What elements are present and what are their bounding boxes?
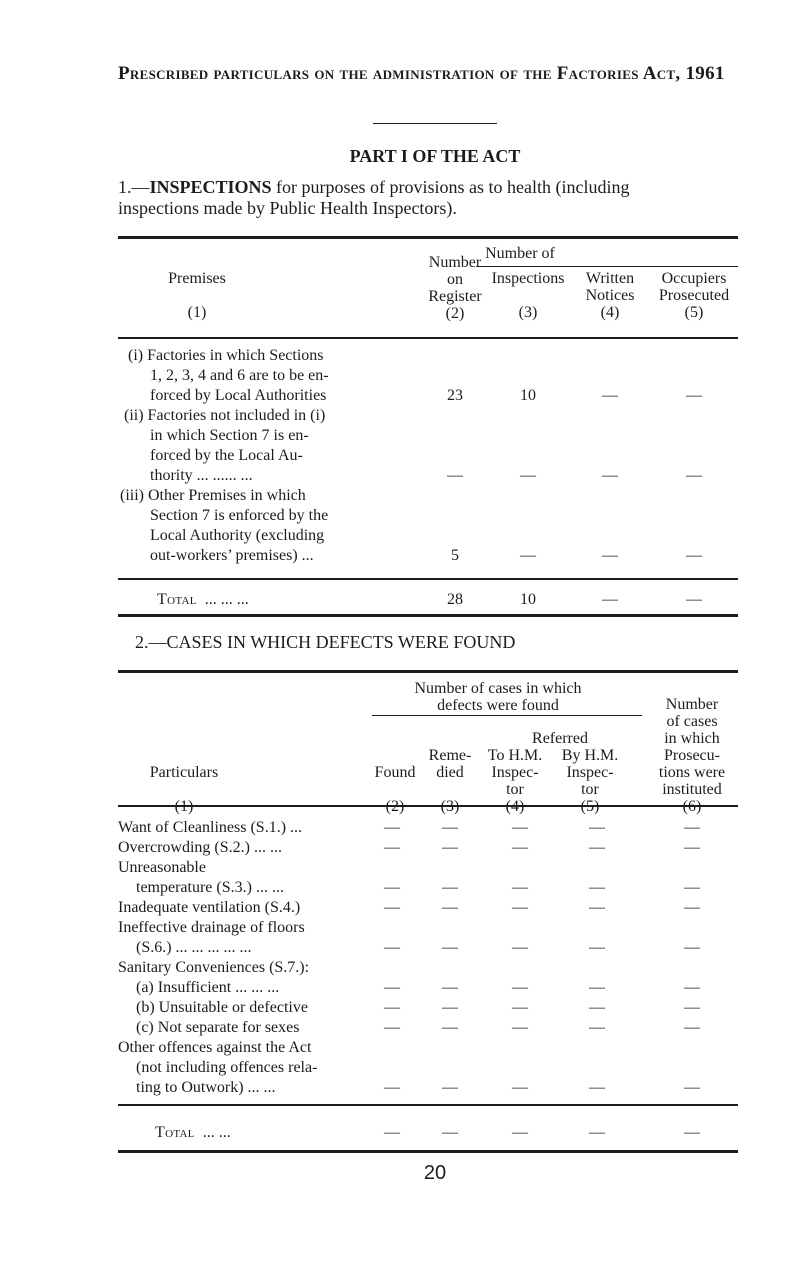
t1-row-2-inspections: —: [520, 467, 536, 484]
t2-row-2-to-hm: —: [512, 839, 528, 856]
t2-row-3-l1: Unreasonable: [118, 859, 206, 876]
t2-row-2-label: Overcrowding (S.2.) ... ...: [118, 839, 282, 856]
t1-register-l2: on: [447, 271, 463, 288]
t2-prosec-l1: Number: [665, 696, 719, 713]
t2-row-4-label: Inadequate ventilation (S.4.): [118, 899, 301, 916]
t2-group-l2: defects were found: [437, 697, 559, 714]
t2-row-1-remedied: —: [442, 819, 458, 836]
t1-notices-l2: Notices: [585, 287, 635, 304]
table1-header-rule: [118, 337, 738, 339]
t1-occupiers-l1: Occupiers: [661, 270, 727, 287]
table1-total-rule: [118, 578, 738, 580]
t1-row-3-notices: —: [602, 547, 618, 564]
t1-row-3-prosecuted: —: [686, 547, 702, 564]
t2-row-10-label: [118, 1038, 317, 1098]
t2-row-8-found: —: [384, 999, 400, 1016]
t1-row-3-l4: out-workers’ premises) ...: [150, 547, 314, 564]
t2-row-3-label: [118, 858, 284, 898]
t1-register-l1: Number: [428, 254, 482, 271]
table2-header-rule: [118, 805, 738, 807]
t1-total-text: Total: [157, 591, 197, 608]
table1-top-rule: [118, 236, 738, 239]
t2-row-7-remedied: —: [442, 979, 458, 996]
t2-row-2-by-hm: —: [589, 839, 605, 856]
t1-register-l3: Register: [428, 288, 482, 305]
t2-prosecutions-header: [637, 696, 747, 815]
section1-heading-rest: for purposes of provisions as to health (including: [271, 177, 630, 197]
t1-row-1-l2: 1, 2, 3, 4 and 6 are to be en-: [150, 367, 329, 384]
t1-premises-header: [157, 270, 237, 321]
t1-row-2-register: —: [447, 467, 463, 484]
t2-row-7-to-hm: —: [512, 979, 528, 996]
t2-row-9-prosec: —: [684, 1019, 700, 1036]
t1-inspections-header: [483, 270, 573, 321]
t2-row-5-l1: Ineffective drainage of floors: [118, 919, 305, 936]
t2-row-5-l2: (S.6.) ... ... ... ... ...: [136, 939, 252, 956]
t1-occupiers-num: (5): [684, 304, 704, 321]
t2-row-3-l2: temperature (S.3.) ... ...: [136, 879, 284, 896]
t2-row-9-label: (c) Not separate for sexes: [136, 1019, 300, 1036]
t2-row-5-label: [118, 918, 305, 958]
page-number: 20: [423, 1162, 447, 1184]
t2-row-4-to-hm: —: [512, 899, 528, 916]
t1-row-1-label: [128, 346, 329, 406]
t2-referred-header: Referred: [532, 730, 588, 747]
t1-inspections-label: Inspections: [491, 270, 565, 287]
t2-row-5-prosec: —: [684, 939, 700, 956]
t2-by-hm-l1: By H.M.: [561, 747, 619, 764]
t1-premises-num: (1): [187, 304, 207, 321]
t2-row-8-by-hm: —: [589, 999, 605, 1016]
t2-total-text: Total: [155, 1124, 195, 1141]
t1-row-2-l1: (ii) Factories not included in (i): [124, 407, 326, 424]
t2-group-underline: [372, 715, 642, 716]
t2-particulars-label: Particulars: [149, 764, 219, 781]
t2-row-7-label: (a) Insufficient ... ... ...: [136, 979, 280, 996]
t2-row-2-remedied: —: [442, 839, 458, 856]
table2-top-rule: [118, 670, 738, 673]
t2-row-3-found: —: [384, 879, 400, 896]
t1-total-notices: —: [602, 591, 618, 608]
t2-by-hm-l2: Inspec-: [566, 764, 614, 781]
t2-prosec-l5: tions were: [658, 764, 726, 781]
t1-row-1-register: 23: [447, 387, 463, 404]
t2-row-10-prosec: —: [684, 1079, 700, 1096]
t1-row-2-l3: forced by the Local Au-: [150, 447, 303, 464]
t2-remedied-l1: Reme-: [428, 747, 472, 764]
t2-row-10-by-hm: —: [589, 1079, 605, 1096]
t2-prosec-l6: instituted: [662, 781, 722, 798]
t2-row-4-prosec: —: [684, 899, 700, 916]
t2-prosec-l3: in which: [664, 730, 720, 747]
t1-row-1-l1: (i) Factories in which Sections: [128, 347, 324, 364]
t2-row-3-to-hm: —: [512, 879, 528, 896]
t2-row-1-prosec: —: [684, 819, 700, 836]
t1-row-3-l2: Section 7 is enforced by the: [150, 507, 329, 524]
t1-total-dots: ... ... ...: [204, 591, 249, 608]
t2-row-4-remedied: —: [442, 899, 458, 916]
table1-bottom-rule: [118, 614, 738, 617]
t2-row-10-l2: (not including offences rela-: [136, 1059, 318, 1076]
t1-inspections-num: (3): [518, 304, 538, 321]
t2-row-5-found: —: [384, 939, 400, 956]
t2-row-8-to-hm: —: [512, 999, 528, 1016]
t2-row-3-remedied: —: [442, 879, 458, 896]
t1-row-2-l4: thority ... ...... ...: [150, 467, 253, 484]
t1-notices-num: (4): [600, 304, 620, 321]
page-header: Prescribed particulars on the administration of the Factories Act, 1961: [118, 63, 725, 84]
t1-total-prosecuted: —: [686, 591, 702, 608]
t2-row-8-prosec: —: [684, 999, 700, 1016]
t2-row-5-to-hm: —: [512, 939, 528, 956]
t2-total-dots: ... ...: [202, 1124, 231, 1141]
t2-found-header: [365, 764, 425, 815]
t2-row-1-by-hm: —: [589, 819, 605, 836]
t2-row-8-label: (b) Unsuitable or defective: [136, 999, 308, 1016]
t2-total-to-hm: —: [512, 1124, 528, 1141]
section1-heading-bold: INSPECTIONS: [149, 177, 272, 197]
t1-row-3-register: 5: [451, 547, 459, 564]
section1-heading-line2: inspections made by Public Health Inspectors).: [118, 198, 457, 218]
t2-row-4-found: —: [384, 899, 400, 916]
t1-notices-l1: Written: [585, 270, 635, 287]
t2-row-2-prosec: —: [684, 839, 700, 856]
table2-total-rule: [118, 1104, 738, 1106]
section2-heading: 2.—CASES IN WHICH DEFECTS WERE FOUND: [135, 632, 516, 652]
t2-row-6-label: Sanitary Conveniences (S.7.):: [118, 959, 310, 976]
t1-row-2-label: [124, 406, 325, 486]
t2-to-hm-l2: Inspec-: [491, 764, 539, 781]
t1-row-2-notices: —: [602, 467, 618, 484]
t1-total-label: [157, 590, 249, 610]
t1-row-1-inspections: 10: [520, 387, 536, 404]
t1-occupiers-header: [646, 270, 742, 321]
t1-premises-label: Premises: [168, 270, 226, 287]
t2-total-label: [155, 1123, 231, 1143]
t1-row-1-prosecuted: —: [686, 387, 702, 404]
t2-remedied-l2: died: [436, 764, 464, 781]
t2-by-hm-l3: tor: [581, 781, 599, 798]
t2-row-7-prosec: —: [684, 979, 700, 996]
t2-row-9-found: —: [384, 1019, 400, 1036]
t2-row-9-remedied: —: [442, 1019, 458, 1036]
t1-row-2-l2: in which Section 7 is en-: [150, 427, 309, 444]
t2-row-5-by-hm: —: [589, 939, 605, 956]
t1-row-2-prosecuted: —: [686, 467, 702, 484]
t2-row-9-by-hm: —: [589, 1019, 605, 1036]
t2-row-2-found: —: [384, 839, 400, 856]
t2-total-prosec: —: [684, 1124, 700, 1141]
t1-register-num: (2): [445, 305, 465, 322]
t2-found-label: Found: [374, 764, 416, 781]
t2-row-1-found: —: [384, 819, 400, 836]
t2-prosec-l4: Prosecu-: [664, 747, 720, 764]
t2-row-10-remedied: —: [442, 1079, 458, 1096]
t2-row-7-found: —: [384, 979, 400, 996]
t2-particulars-header: [139, 764, 229, 815]
t2-row-10-found: —: [384, 1079, 400, 1096]
t2-row-10-l3: ting to Outwork) ... ...: [136, 1079, 276, 1096]
t2-prosec-l2: of cases: [666, 713, 718, 730]
t2-total-by-hm: —: [589, 1124, 605, 1141]
t2-row-4-by-hm: —: [589, 899, 605, 916]
t1-number-of-underline: [476, 266, 738, 267]
t2-row-9-to-hm: —: [512, 1019, 528, 1036]
part-title: PART I OF THE ACT: [349, 146, 521, 166]
section1-heading: [118, 177, 630, 219]
t1-row-3-label: [120, 486, 328, 566]
t1-total-inspections: 10: [520, 591, 536, 608]
t2-row-3-by-hm: —: [589, 879, 605, 896]
t2-total-found: —: [384, 1124, 400, 1141]
table2-bottom-rule: [118, 1150, 738, 1153]
header-divider: [373, 123, 497, 124]
t1-notices-header: [570, 270, 650, 321]
t1-row-1-notices: —: [602, 387, 618, 404]
t2-row-8-remedied: —: [442, 999, 458, 1016]
t1-occupiers-l2: Prosecuted: [658, 287, 730, 304]
t2-group-l1: Number of cases in which: [414, 680, 582, 697]
t2-to-hm-l1: To H.M.: [487, 747, 543, 764]
t2-row-5-remedied: —: [442, 939, 458, 956]
t2-row-1-to-hm: —: [512, 819, 528, 836]
t2-row-10-to-hm: —: [512, 1079, 528, 1096]
t2-group-header: [378, 680, 618, 714]
t1-row-3-l3: Local Authority (excluding: [150, 527, 325, 544]
t1-total-register: 28: [447, 591, 463, 608]
t1-row-1-l3: forced by Local Authorities: [150, 387, 327, 404]
t2-to-hm-l3: tor: [506, 781, 524, 798]
t2-total-remedied: —: [442, 1124, 458, 1141]
t1-number-of-header: Number of: [485, 245, 555, 262]
t2-row-3-prosec: —: [684, 879, 700, 896]
section1-heading-num: 1.—: [118, 177, 150, 197]
t1-row-3-inspections: —: [520, 547, 536, 564]
t1-row-3-l1: (iii) Other Premises in which: [120, 487, 306, 504]
t2-row-1-label: Want of Cleanliness (S.1.) ...: [118, 819, 303, 836]
t2-row-7-by-hm: —: [589, 979, 605, 996]
t2-row-10-l1: Other offences against the Act: [118, 1039, 312, 1056]
